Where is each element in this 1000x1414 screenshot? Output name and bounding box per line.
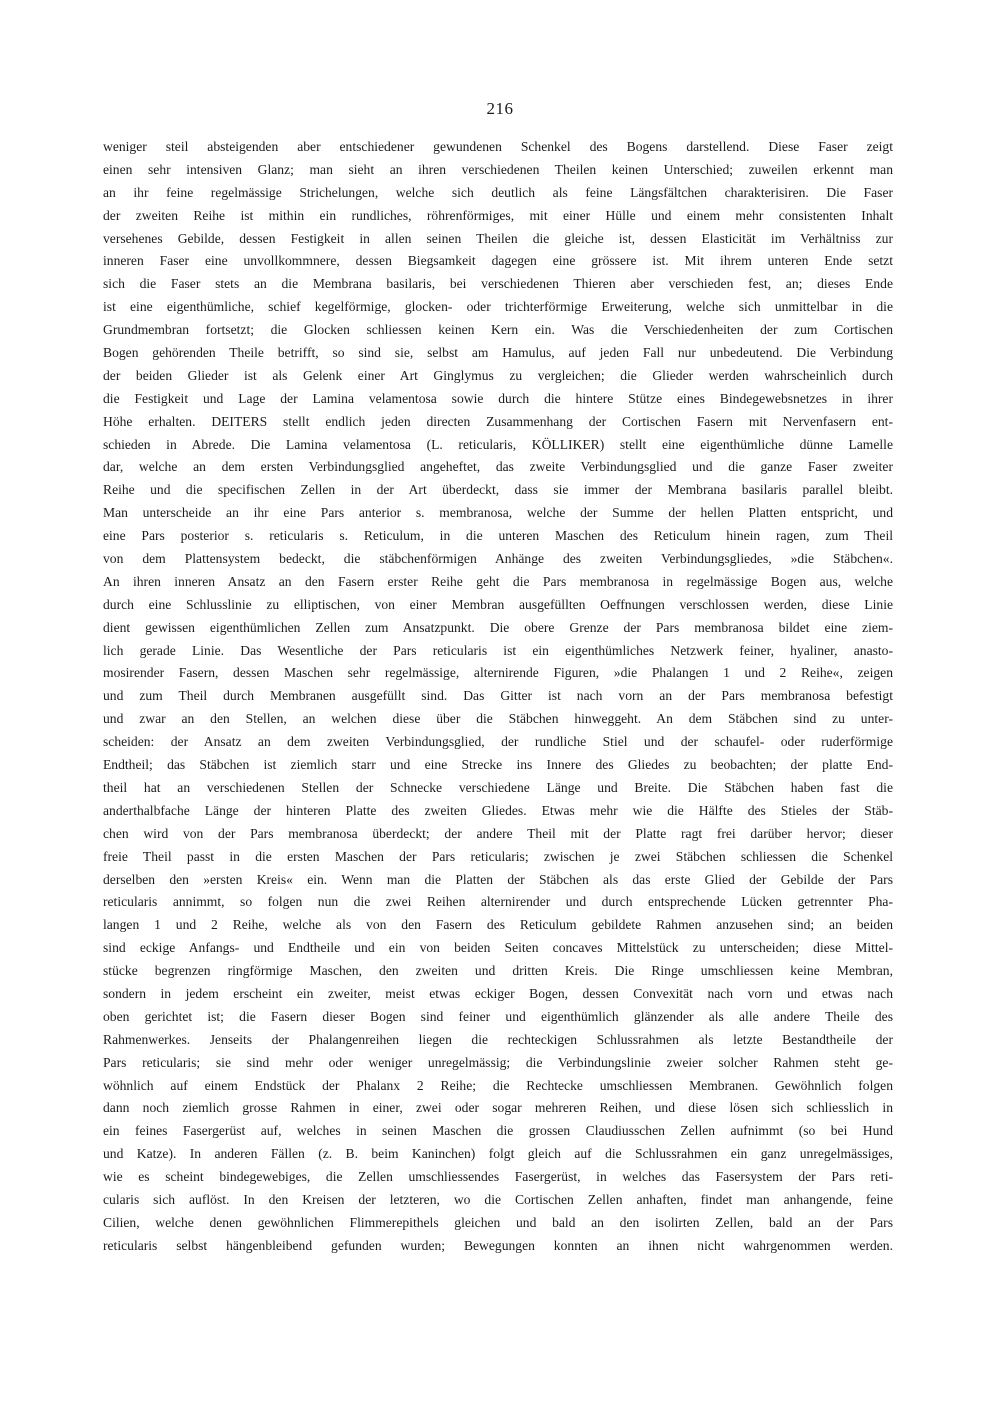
text-line: cularis sich auflöst. In den Kreisen der letzteren, wo die Cortischen Zellen anhaften, findet man anhangende, feine xyxy=(103,1191,893,1207)
text-line: und zum Theil durch Membranen ausgefüllt sind. Das Gitter ist nach vorn an der Pars membranosa befestigt xyxy=(103,688,893,704)
text-line: Reihe und die specifischen Zellen in der Art überdeckt, dass sie immer der Membrana basilaris parallel bleibt. xyxy=(103,482,893,498)
text-line: dann noch ziemlich grosse Rahmen in einer, zwei oder sogar mehreren Reihen, und diese lösen sich schliesslich in xyxy=(103,1100,893,1116)
text-line: der beiden Glieder ist als Gelenk einer Art Ginglymus zu vergleichen; die Glieder werden wahrscheinlich durch xyxy=(103,367,893,383)
text-line: lich gerade Linie. Das Wesentliche der Pars reticularis ist ein eigenthümliches Netzwerk feiner, hyaliner, anasto- xyxy=(103,642,893,658)
text-line: derselben den »ersten Kreis« ein. Wenn man die Platten der Stäbchen als das erste Glied der Gebilde der Pars xyxy=(103,871,893,887)
text-line: eine Pars posterior s. reticularis s. Reticulum, in die unteren Maschen des Reticulum hinein ragen, zum Theil xyxy=(103,528,893,544)
text-line: dient gewissen eigenthümlichen Zellen zum Ansatzpunkt. Die obere Grenze der Pars membranosa bildet eine ziem- xyxy=(103,619,893,635)
page-number: 216 xyxy=(486,99,514,118)
text-line: Bogen gehörenden Theile betrifft, so sind sie, selbst am Hamulus, auf jeden Fall nur unbedeutend. Die Verbindung xyxy=(103,345,893,361)
text-line: einen sehr intensiven Glanz; man sieht an ihren verschiedenen Theilen keinen Unterschied; zuweilen erkennt man xyxy=(103,161,893,177)
text-line: versehenes Gebilde, dessen Festigkeit in allen seinen Theilen die gleiche ist, dessen Elasticität im Verhältniss zur xyxy=(103,230,893,246)
text-line: An ihren inneren Ansatz an den Fasern erster Reihe geht die Pars membranosa in regelmässige Bogen aus, welche xyxy=(103,573,893,589)
text-line: der zweiten Reihe ist mithin ein rundliches, röhrenförmiges, mit einer Hülle und einem mehr consistenten Inhalt xyxy=(103,207,893,223)
text-line: ist eine eigenthümliche, schief kegelförmige, glocken- oder trichterförmige Erweiterung, welche sich unmittelbar in die xyxy=(103,299,893,315)
text-line: wie es scheint bindegewebiges, die Zellen umschliessendes Fasergerüst, in welches das Fasersystem der Pars reti- xyxy=(103,1169,893,1185)
text-line: dar, welche an dem ersten Verbindungsglied angeheftet, das zweite Verbindungsglied und die ganze Faser zweiter xyxy=(103,459,893,475)
text-line: durch eine Schlusslinie zu elliptischen, von einer Membran ausgefüllten Oeffnungen verschlossen werden, diese Linie xyxy=(103,596,893,612)
text-line: inneren Faser eine unvollkommnere, dessen Biegsamkeit dagegen eine grössere ist. Mit ihrem unteren Ende setzt xyxy=(103,253,893,269)
text-line: freie Theil passt in die ersten Maschen der Pars reticularis; zwischen je zwei Stäbchen schliessen die Schenkel xyxy=(103,848,893,864)
text-line: Cilien, welche denen gewöhnlichen Flimmerepithels gleichen und bald an den isolirten Zellen, bald an der Pars xyxy=(103,1214,893,1230)
text-line: oben gerichtet ist; die Fasern dieser Bogen sind feiner und eigenthümlich glänzender als alle andere Theile des xyxy=(103,1008,893,1024)
text-line: schieden in Abrede. Die Lamina velamentosa (L. reticularis, KÖLLIKER) stellt eine eigenthümliche dünne Lamelle xyxy=(103,436,893,452)
text-line: wöhnlich auf einem Endstück der Phalanx 2 Reihe; die Rechtecke umschliessen Membranen. Gewöhnlich folgen xyxy=(103,1077,893,1093)
text-line: sind eckige Anfangs- und Endtheile und ein von beiden Seiten concaves Mittelstück zu unterscheiden; diese Mittel- xyxy=(103,940,893,956)
body-paragraph xyxy=(103,136,893,1258)
text-line: langen 1 und 2 Reihe, welche als von den Fasern des Reticulum gebildete Rahmen anzusehen sind; an beiden xyxy=(103,917,893,933)
text-line: Man unterscheide an ihr eine Pars anterior s. membranosa, welche der Summe der hellen Platten entspricht, und xyxy=(103,505,893,521)
text-line: Rahmenwerkes. Jenseits der Phalangenreihen liegen die rechteckigen Schlussrahmen als letzte Bestandtheile der xyxy=(103,1031,893,1047)
text-line: und zwar an den Stellen, an welchen diese über die Stäbchen hinweggeht. An dem Stäbchen sind zu unter- xyxy=(103,711,893,727)
text-line: Höhe erhalten. DEITERS stellt endlich jeden directen Zusammenhang der Cortischen Fasern mit Nervenfasern ent- xyxy=(103,413,893,429)
text-line: theil hat an verschiedenen Stellen der Schnecke verschiedene Länge und Breite. Die Stäbchen haben fast die xyxy=(103,779,893,795)
text-line: Grundmembran fortsetzt; die Glocken schliessen keinen Kern ein. Was die Verschiedenheiten der zum Cortischen xyxy=(103,322,893,338)
text-line: ein feines Fasergerüst auf, welches in seinen Maschen die grossen Claudiusschen Zellen aufnimmt (so bei Hund xyxy=(103,1123,893,1139)
text-line: anderthalbfache Länge der hinteren Platte des zweiten Gliedes. Etwas mehr wie die Hälfte des Stieles der Stäb- xyxy=(103,802,893,818)
text-line: chen wird von der Pars membranosa überdeckt; der andere Theil mit der Platte ragt frei darüber hervor; dieser xyxy=(103,825,893,841)
text-line: sich die Faser stets an die Membrana basilaris, bei verschiedenen Thieren aber verschieden fest, an; dieses Ende xyxy=(103,276,893,292)
text-line: an ihr feine regelmässige Strichelungen, welche sich deutlich als feine Längsfältchen charakterisiren. Die Faser xyxy=(103,184,893,200)
text-line: Endtheil; das Stäbchen ist ziemlich starr und eine Strecke ins Innere des Gliedes zu beobachten; der platte End- xyxy=(103,757,893,773)
text-line: scheiden: der Ansatz an dem zweiten Verbindungsglied, der rundliche Stiel und der schaufel- oder ruderförmige xyxy=(103,734,893,750)
text-line: Pars reticularis; sie sind mehr oder weniger unregelmässig; die Verbindungslinie zweier solcher Rahmen steht ge- xyxy=(103,1054,893,1070)
text-line: reticularis annimmt, so folgen nun die zwei Reihen alternirender und durch entsprechende Lücken getrennter Pha- xyxy=(103,894,893,910)
text-line: weniger steil absteigenden aber entschiedener gewundenen Schenkel des Bogens darstellend. Diese Faser zeigt xyxy=(103,139,893,154)
text-line: stücke begrenzen ringförmige Maschen, den zweiten und dritten Kreis. Die Ringe umschliessen keine Membran, xyxy=(103,963,893,979)
text-line: sondern in jedem erscheint ein zweiter, meist etwas eckiger Bogen, dessen Convexität nach vorn und etwas nach xyxy=(103,985,893,1001)
text-line: die Festigkeit und Lage der Lamina velamentosa sowie durch die hintere Stütze eines Bindegewebsnetzes in ihrer xyxy=(103,390,893,406)
text-line: und Katze). In anderen Fällen (z. B. beim Kaninchen) folgt gleich auf die Schlussrahmen ein ganz unregelmässiges, xyxy=(103,1146,893,1162)
text-line: von dem Plattensystem bedeckt, die stäbchenförmigen Anhänge des zweiten Verbindungsgliedes, »die Stäbchen«. xyxy=(103,551,893,567)
text-line: reticularis selbst hängenbleibend gefunden wurden; Bewegungen konnten an ihnen nicht wahrgenommen werden. xyxy=(103,1237,893,1253)
text-line: mosirender Fasern, dessen Maschen sehr regelmässige, alternirende Figuren, »die Phalangen 1 und 2 Reihe«, zeigen xyxy=(103,665,893,681)
